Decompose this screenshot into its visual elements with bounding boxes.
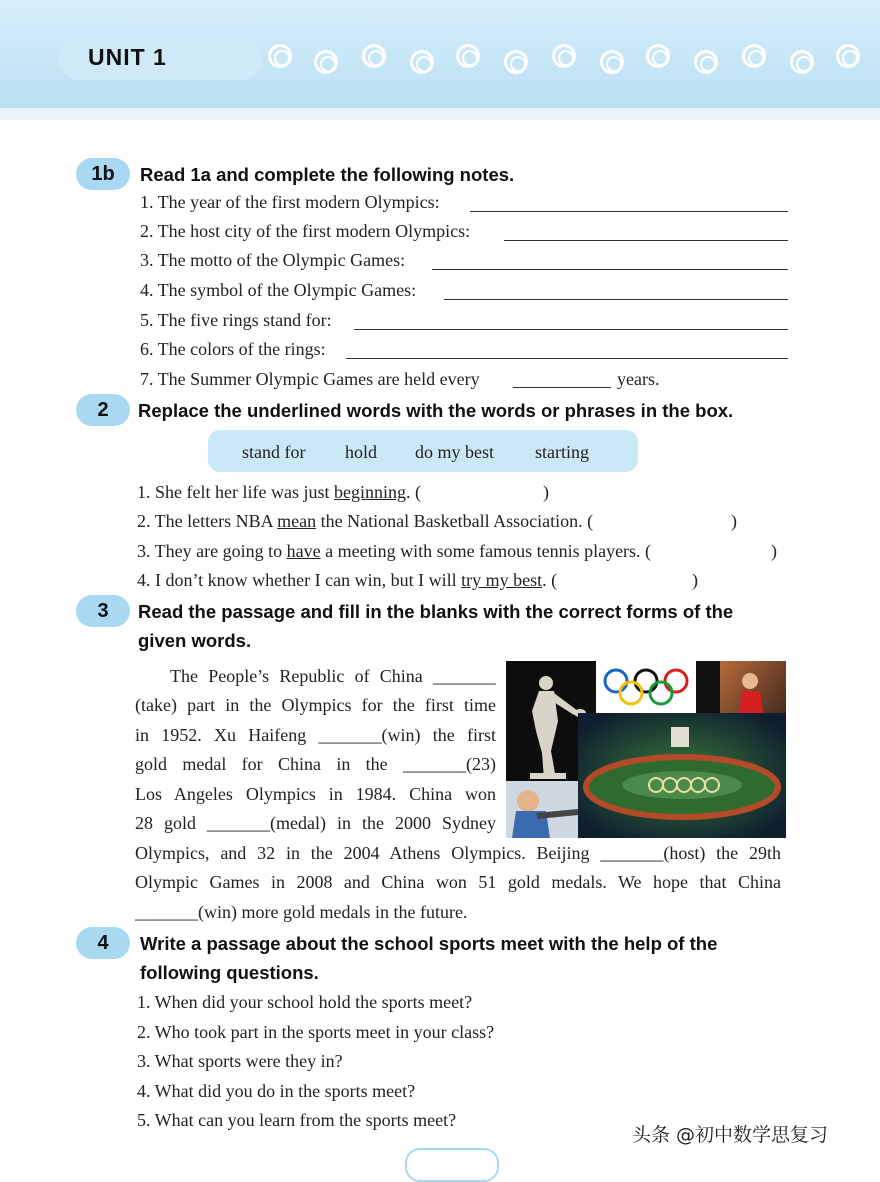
question-item: 4. What did you do in the sports meet? <box>137 1081 416 1101</box>
header-strip <box>0 108 880 120</box>
answer-blank[interactable] <box>504 240 788 241</box>
answer-blank[interactable] <box>354 329 788 330</box>
answer-blank[interactable] <box>444 299 788 300</box>
answer-blank[interactable] <box>470 211 788 212</box>
ring-icon <box>504 50 528 74</box>
answer-blank[interactable] <box>513 387 611 388</box>
passage-line: (take) part in the Olympics for the first time <box>135 695 496 715</box>
ring-icon <box>742 44 766 68</box>
close-paren: ) <box>771 541 777 561</box>
ring-icon <box>600 50 624 74</box>
section-badge-2: 2 <box>76 394 130 426</box>
box-word: hold <box>345 442 378 462</box>
passage-line: in 1952. Xu Haifeng _______(win) the first <box>135 725 496 745</box>
answer-blank[interactable] <box>432 269 788 270</box>
unit-title: UNIT 1 <box>88 44 167 70</box>
ring-icon <box>552 44 576 68</box>
answer-blank[interactable] <box>346 358 788 359</box>
note-item-7-end: years. <box>617 369 660 389</box>
section-3-heading-line2: given words. <box>138 630 252 651</box>
page-number-decoration <box>405 1148 499 1182</box>
section-4-heading-line2: following questions. <box>140 962 319 983</box>
note-item: 6. The colors of the rings: <box>140 339 326 359</box>
ring-icon <box>362 44 386 68</box>
section-4-heading-line1: Write a passage about the school sports meet with the help of the <box>140 933 718 954</box>
note-item: 2. The host city of the first modern Olympics: <box>140 221 471 241</box>
replace-item: 4. I don’t know whether I can win, but I will try my best. ( <box>137 570 558 590</box>
passage-line: Olympic Games in 2008 and China won 51 gold medals. We hope that China <box>135 872 781 892</box>
ring-icon <box>790 50 814 74</box>
passage-line: 28 gold _______(medal) in the 2000 Sydney <box>135 813 496 833</box>
box-word: starting <box>535 442 589 462</box>
passage-line: Olympics, and 32 in the 2004 Athens Olympics. Beijing _______(host) the 29th <box>135 843 781 863</box>
section-badge-1b: 1b <box>76 158 130 190</box>
ring-icon <box>836 44 860 68</box>
section-3-heading-line1: Read the passage and fill in the blanks with the correct forms of the <box>138 601 734 622</box>
question-item: 3. What sports were they in? <box>137 1051 343 1071</box>
ring-icon <box>456 44 480 68</box>
close-paren: ) <box>731 511 737 531</box>
section-badge-3: 3 <box>76 595 130 627</box>
replace-item: 3. They are going to have a meeting with some famous tennis players. ( <box>137 541 652 561</box>
ring-icon <box>694 50 718 74</box>
note-item-7-start: 7. The Summer Olympic Games are held every <box>140 369 480 389</box>
passage-line: The People’s Republic of China _______ <box>170 666 496 686</box>
watermark-text: 头条 @初中数学思复习 <box>632 1124 829 1146</box>
ring-icon <box>314 50 338 74</box>
question-item: 5. What can you learn from the sports meet? <box>137 1110 457 1130</box>
question-item: 1. When did your school hold the sports meet? <box>137 992 473 1012</box>
section-1b-heading: Read 1a and complete the following notes. <box>140 164 515 185</box>
note-item: 4. The symbol of the Olympic Games: <box>140 280 417 300</box>
note-item: 5. The five rings stand for: <box>140 310 332 330</box>
note-item: 3. The motto of the Olympic Games: <box>140 250 406 270</box>
box-word: do my best <box>415 442 494 462</box>
section-2-heading: Replace the underlined words with the words or phrases in the box. <box>138 400 734 421</box>
ring-icon <box>268 44 292 68</box>
passage-line: gold medal for China in the _______(23) <box>135 754 496 774</box>
question-item: 2. Who took part in the sports meet in your class? <box>137 1022 495 1042</box>
close-paren: ) <box>543 482 549 502</box>
passage-line: _______(win) more gold medals in the future. <box>135 902 468 922</box>
ring-icon <box>646 44 670 68</box>
replace-item: 1. She felt her life was just beginning. ( <box>137 482 421 502</box>
olympics-photo-collage <box>506 661 786 838</box>
box-word: stand for <box>242 442 306 462</box>
close-paren: ) <box>692 570 698 590</box>
passage-line: Los Angeles Olympics in 1984. China won <box>135 784 496 804</box>
ring-icon <box>410 50 434 74</box>
note-item: 1. The year of the first modern Olympics: <box>140 192 440 212</box>
section-badge-4: 4 <box>76 927 130 959</box>
replace-item: 2. The letters NBA mean the National Basketball Association. ( <box>137 511 594 531</box>
